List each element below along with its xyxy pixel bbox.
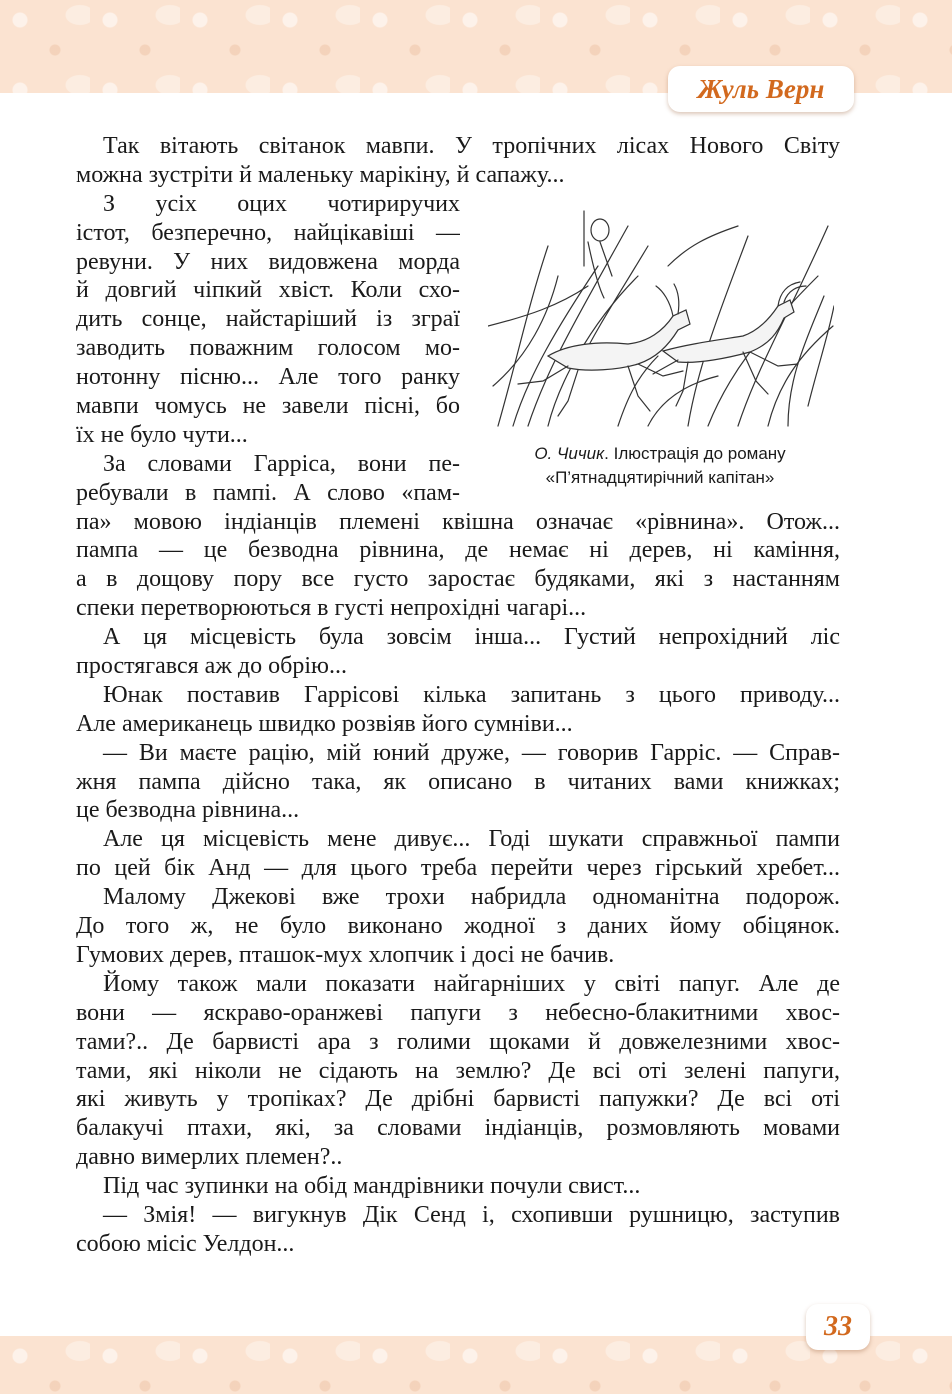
text-line: тами, які ніколи не сідають на землю? Де всі оті зелені папуги, bbox=[76, 1057, 840, 1084]
text-line: жня пампа дійсно така, як описано в читаних вами книжках; bbox=[76, 768, 840, 795]
illustration-figure bbox=[482, 202, 838, 502]
text-line: а в дощову пору все густо заростає будяками, які з настанням bbox=[76, 566, 840, 593]
text-line: па» мовою індіанців племені квішна означає «рівнина». Отож... bbox=[76, 508, 840, 535]
text-line: Але американець швидко розвіяв його сумніви... bbox=[76, 710, 573, 737]
caption-line-1 bbox=[482, 442, 838, 466]
text-line: Юнак поставив Гаррісові кілька запитань з цього приводу... bbox=[103, 681, 840, 708]
page-number: 33 bbox=[824, 1311, 852, 1342]
text-line: — Ви маєте рацію, мій юний друже, — говорив Гарріс. — Справ- bbox=[103, 739, 840, 766]
text-line: собою місіс Уелдон... bbox=[76, 1230, 295, 1257]
caption-author: О. Чичик bbox=[534, 444, 605, 463]
text-line: За словами Гарріса, вони пе- bbox=[103, 450, 460, 477]
text-line: мавпи чомусь не завели пісні, бо bbox=[76, 393, 460, 420]
text-line: це безводна рівнина... bbox=[76, 797, 300, 824]
text-line: тами?.. Де барвисті ара з голими щоками й довжелезними хвос- bbox=[76, 1028, 840, 1055]
text-line: пампа — це безводна рівнина, де немає ні дерев, ні каміння, bbox=[76, 537, 840, 564]
text-line: Так вітають світанок мавпи. У тропічних лісах Нового Світу bbox=[103, 133, 840, 159]
antelope-illustration bbox=[488, 206, 834, 430]
text-line: балакучі птахи, які, за словами індіанців, розмовляють мовами bbox=[76, 1115, 840, 1142]
page-number-tab bbox=[806, 1304, 870, 1350]
running-header bbox=[668, 66, 854, 112]
text-line: вони — яскраво-оранжеві папуги з небесно-блакитними хвос- bbox=[76, 999, 840, 1026]
text-line: істот, безперечно, найцікавіші — bbox=[76, 219, 460, 246]
text-line: їх не було чути... bbox=[76, 421, 248, 448]
text-line: Йому також мали показати найгарніших у світі папуг. Але де bbox=[103, 970, 840, 997]
text-line: простягався аж до обрію... bbox=[76, 653, 347, 680]
text-line: нотонну пісню... Але того ранку bbox=[76, 364, 460, 391]
caption-line-2: «П’ятнадцятирічний капітан» bbox=[545, 468, 775, 487]
text-line: ребували в пампі. А слово «пам- bbox=[76, 479, 460, 506]
text-line: по цей бік Анд — для цього треба перейти через гірський хребет... bbox=[76, 855, 840, 882]
text-line: заводить поважним голосом мо- bbox=[76, 335, 460, 362]
text-line: й довгий чіпкий хвіст. Коли схо- bbox=[76, 277, 460, 304]
text-line: До того ж, не було виконано жодної з даних йому обіцянок. bbox=[76, 913, 840, 940]
text-line: Під час зупинки на обід мандрівники почули свист... bbox=[103, 1173, 641, 1200]
caption-title: . Ілюстрація до роману bbox=[604, 444, 786, 463]
text-line: давно вимерлих племен?.. bbox=[76, 1144, 343, 1171]
text-line: Але ця місцевість мене дивує... Годі шукати справжньої пампи bbox=[103, 826, 840, 853]
text-line: спеки перетворюються в густі непрохідні чагарі... bbox=[76, 595, 587, 622]
figure-caption bbox=[482, 442, 838, 490]
text-line: які живуть у тропіках? Де дрібні барвисті папужки? Де всі оті bbox=[76, 1086, 840, 1113]
text-line: Малому Джекові вже трохи набридла одноманітна подорож. bbox=[103, 884, 840, 911]
author-name: Жуль Верн bbox=[697, 73, 825, 104]
text-line: — Змія! — вигукнув Дік Сенд і, схопивши рушницю, заступив bbox=[103, 1201, 840, 1228]
text-line: А ця місцевість була зовсім інша... Густий непрохідний ліс bbox=[103, 624, 840, 651]
text-line: ревуни. У них видовжена морда bbox=[76, 248, 460, 275]
text-line: можна зустріти й маленьку марікіну, й сапажу... bbox=[76, 161, 565, 188]
text-line: Гумових дерев, пташок-мух хлопчик і досі не бачив. bbox=[76, 941, 615, 968]
text-line: З усіх оцих чотириручих bbox=[103, 190, 460, 217]
text-line: дить сонце, найстаріший із зграї bbox=[76, 306, 460, 333]
